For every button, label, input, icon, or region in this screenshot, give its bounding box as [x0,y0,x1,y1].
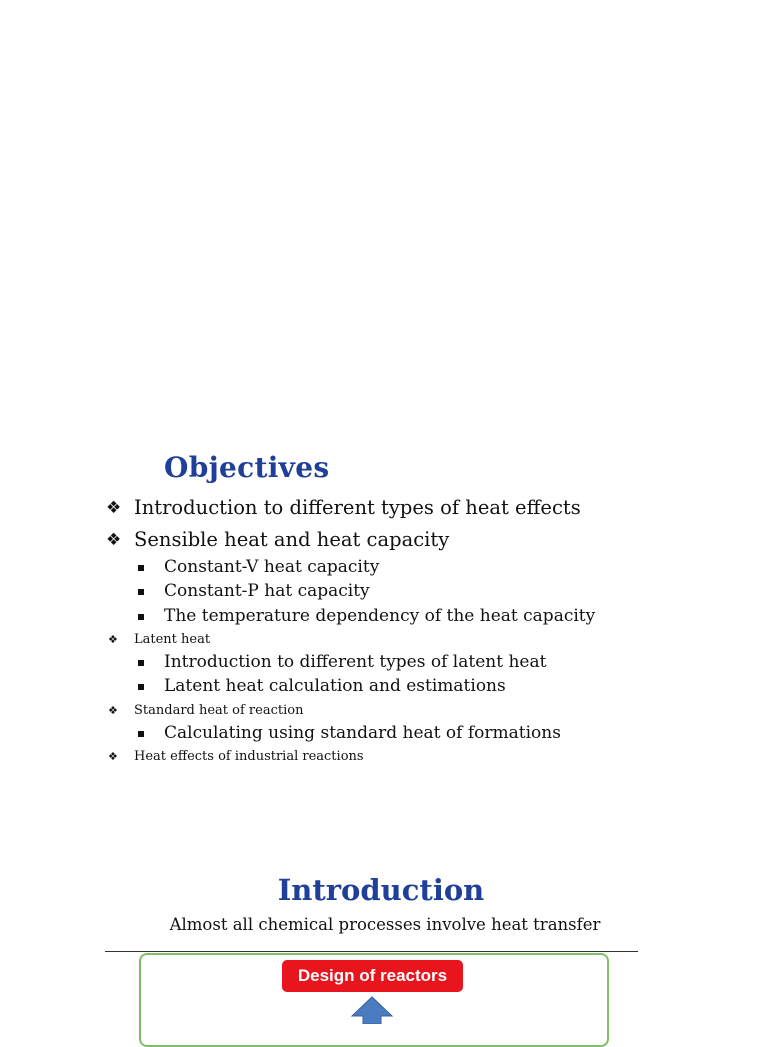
square-bullet-icon [138,614,144,620]
list-item-text: Latent heat calculation and estimations [164,676,506,696]
list-item-text: Heat effects of industrial reactions [134,749,364,764]
list-item-text: Calculating using standard heat of formations [164,723,561,743]
horizontal-divider [105,951,638,952]
list-item-text: Latent heat [134,632,211,647]
square-bullet-icon [138,589,144,595]
square-bullet-icon [138,731,144,737]
up-arrow-icon [350,996,394,1024]
square-bullet-icon [138,684,144,690]
list-item-text: Sensible heat and heat capacity [134,528,450,551]
list-item-text: Standard heat of reaction [134,703,304,718]
list-item-text: Constant-V heat capacity [164,557,380,577]
diamond-bullet-icon: ❖ [106,498,122,518]
list-item-text: The temperature dependency of the heat capacity [164,606,596,626]
introduction-heading: Introduction [277,873,485,907]
list-item-text: Introduction to different types of heat effects [134,496,581,519]
diamond-bullet-icon: ❖ [108,633,118,646]
list-item-text: Introduction to different types of latent heat [164,652,547,672]
list-item-text: Constant-P hat capacity [164,581,370,601]
objectives-heading: Objectives [164,451,330,484]
diamond-bullet-icon: ❖ [108,704,118,717]
square-bullet-icon [138,660,144,666]
design-of-reactors-box: Design of reactors [282,960,463,992]
diamond-bullet-icon: ❖ [106,530,122,550]
square-bullet-icon [138,565,144,571]
diamond-bullet-icon: ❖ [108,750,118,763]
introduction-subtitle: Almost all chemical processes involve heat transfer [169,915,601,934]
